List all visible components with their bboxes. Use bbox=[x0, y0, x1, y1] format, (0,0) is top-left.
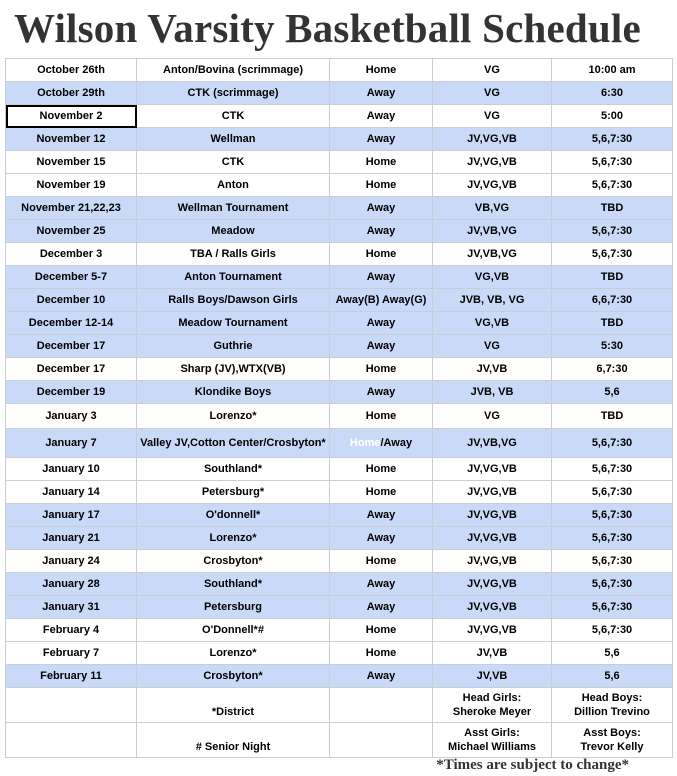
location-home-text: Home bbox=[349, 437, 381, 449]
teams-cell[interactable]: JV,VG,VB bbox=[433, 151, 552, 174]
time-cell[interactable]: 6:30 bbox=[552, 82, 673, 105]
opponent-cell[interactable]: Meadow bbox=[137, 220, 330, 243]
time-cell[interactable]: 5,6 bbox=[552, 381, 673, 404]
opponent-cell[interactable]: Guthrie bbox=[137, 335, 330, 358]
table-row bbox=[6, 550, 673, 573]
location-cell[interactable] bbox=[330, 429, 433, 458]
time-cell[interactable]: 5,6,7:30 bbox=[552, 550, 673, 573]
opponent-cell[interactable]: Southland* bbox=[137, 458, 330, 481]
asst-girls-name: Michael Williams bbox=[448, 741, 536, 753]
location-cell[interactable]: Away bbox=[330, 220, 433, 243]
asst-girls-title: Asst Girls: bbox=[464, 727, 520, 739]
teams-cell[interactable]: JVB, VB bbox=[433, 381, 552, 404]
date-cell[interactable]: October 29th bbox=[6, 82, 137, 105]
location-cell[interactable]: Away bbox=[330, 381, 433, 404]
table-row bbox=[6, 312, 673, 335]
opponent-cell[interactable]: Klondike Boys bbox=[137, 381, 330, 404]
time-cell[interactable]: 5,6,7:30 bbox=[552, 596, 673, 619]
opponent-cell[interactable]: Ralls Boys/Dawson Girls bbox=[137, 289, 330, 312]
time-cell[interactable]: TBD bbox=[552, 266, 673, 289]
time-cell[interactable]: 5,6,7:30 bbox=[552, 174, 673, 197]
table-row bbox=[6, 59, 673, 82]
teams-cell[interactable]: VG bbox=[433, 59, 552, 82]
table-row bbox=[6, 151, 673, 174]
location-cell[interactable]: Home bbox=[330, 481, 433, 504]
time-cell[interactable]: 5,6,7:30 bbox=[552, 458, 673, 481]
location-cell[interactable]: Home bbox=[330, 243, 433, 266]
table-row bbox=[6, 220, 673, 243]
time-cell[interactable]: 5,6,7:30 bbox=[552, 527, 673, 550]
teams-cell[interactable]: JV,VG,VB bbox=[433, 458, 552, 481]
opponent-cell[interactable]: O'donnell* bbox=[137, 504, 330, 527]
empty-cell[interactable] bbox=[6, 688, 137, 723]
opponent-cell[interactable]: Lorenzo* bbox=[137, 642, 330, 665]
district-legend[interactable]: *District bbox=[137, 688, 330, 723]
table-row bbox=[6, 596, 673, 619]
opponent-cell[interactable]: O'Donnell*# bbox=[137, 619, 330, 642]
location-cell[interactable]: Away bbox=[330, 128, 433, 151]
table-row bbox=[6, 128, 673, 151]
opponent-cell[interactable]: Petersburg* bbox=[137, 481, 330, 504]
asst-boys-coach-cell[interactable] bbox=[552, 723, 673, 758]
time-cell[interactable]: 5,6 bbox=[552, 642, 673, 665]
empty-cell[interactable] bbox=[330, 723, 433, 758]
date-cell[interactable]: January 3 bbox=[6, 404, 137, 429]
time-cell[interactable]: 5,6,7:30 bbox=[552, 573, 673, 596]
teams-cell[interactable]: VG bbox=[433, 105, 552, 128]
head-boys-name: Dillion Trevino bbox=[574, 706, 650, 718]
date-cell[interactable]: November 21,22,23 bbox=[6, 197, 137, 220]
empty-cell[interactable] bbox=[330, 688, 433, 723]
location-cell[interactable]: Away(B) Away(G) bbox=[330, 289, 433, 312]
date-cell[interactable]: February 4 bbox=[6, 619, 137, 642]
date-cell[interactable]: December 12-14 bbox=[6, 312, 137, 335]
teams-cell[interactable]: VB,VG bbox=[433, 197, 552, 220]
date-cell[interactable]: December 17 bbox=[6, 358, 137, 381]
opponent-cell[interactable]: CTK bbox=[137, 105, 330, 128]
date-cell[interactable]: October 26th bbox=[6, 59, 137, 82]
time-cell[interactable]: 5:30 bbox=[552, 335, 673, 358]
time-cell[interactable]: 5,6,7:30 bbox=[552, 619, 673, 642]
head-girls-title: Head Girls: bbox=[462, 692, 522, 704]
time-cell[interactable]: TBD bbox=[552, 312, 673, 335]
opponent-cell[interactable]: Crosbyton* bbox=[137, 665, 330, 688]
teams-cell[interactable]: VG bbox=[433, 335, 552, 358]
teams-cell[interactable]: JV,VG,VB bbox=[433, 596, 552, 619]
date-cell[interactable]: January 7 bbox=[6, 429, 137, 458]
time-cell[interactable]: 5,6,7:30 bbox=[552, 220, 673, 243]
opponent-cell[interactable]: Meadow Tournament bbox=[137, 312, 330, 335]
table-row bbox=[6, 289, 673, 312]
table-row bbox=[6, 504, 673, 527]
location-cell[interactable]: Away bbox=[330, 665, 433, 688]
location-cell[interactable]: Away bbox=[330, 82, 433, 105]
opponent-cell[interactable]: TBA / Ralls Girls bbox=[137, 243, 330, 266]
date-cell[interactable]: December 3 bbox=[6, 243, 137, 266]
opponent-cell[interactable]: CTK bbox=[137, 151, 330, 174]
teams-cell[interactable]: JV,VB bbox=[433, 642, 552, 665]
teams-cell[interactable]: JV,VG,VB bbox=[433, 174, 552, 197]
table-row bbox=[6, 243, 673, 266]
time-cell[interactable]: 5,6,7:30 bbox=[552, 151, 673, 174]
opponent-cell[interactable]: Sharp (JV),WTX(VB) bbox=[137, 358, 330, 381]
date-cell[interactable]: November 19 bbox=[6, 174, 137, 197]
date-cell[interactable]: November 15 bbox=[6, 151, 137, 174]
location-away-text: /Away bbox=[380, 437, 413, 449]
location-cell[interactable]: Home bbox=[330, 458, 433, 481]
opponent-cell[interactable]: Crosbyton* bbox=[137, 550, 330, 573]
table-row bbox=[6, 665, 673, 688]
opponent-cell[interactable]: Petersburg bbox=[137, 596, 330, 619]
location-cell[interactable]: Home bbox=[330, 404, 433, 429]
location-cell[interactable]: Away bbox=[330, 504, 433, 527]
asst-girls-coach-cell[interactable] bbox=[433, 723, 552, 758]
location-cell[interactable]: Home bbox=[330, 174, 433, 197]
opponent-cell[interactable]: CTK (scrimmage) bbox=[137, 82, 330, 105]
time-cell[interactable]: 5,6,7:30 bbox=[552, 128, 673, 151]
table-row bbox=[6, 481, 673, 504]
opponent-cell[interactable]: Valley JV,Cotton Center/Crosbyton* bbox=[137, 429, 330, 458]
opponent-cell[interactable]: Lorenzo* bbox=[137, 527, 330, 550]
teams-cell[interactable]: JV,VB,VG bbox=[433, 243, 552, 266]
date-cell[interactable]: November 25 bbox=[6, 220, 137, 243]
head-girls-coach-cell[interactable] bbox=[433, 688, 552, 723]
time-cell[interactable]: 6,7:30 bbox=[552, 358, 673, 381]
table-row bbox=[6, 619, 673, 642]
location-cell[interactable]: Home bbox=[330, 151, 433, 174]
teams-cell[interactable]: JV,VB bbox=[433, 665, 552, 688]
location-cell[interactable]: Away bbox=[330, 573, 433, 596]
time-cell[interactable]: 5,6,7:30 bbox=[552, 481, 673, 504]
date-cell[interactable]: February 7 bbox=[6, 642, 137, 665]
date-cell[interactable]: December 19 bbox=[6, 381, 137, 404]
table-row bbox=[6, 266, 673, 289]
date-cell[interactable]: January 14 bbox=[6, 481, 137, 504]
asst-boys-title: Asst Boys: bbox=[583, 727, 641, 739]
location-cell[interactable]: Home bbox=[330, 358, 433, 381]
teams-cell[interactable]: JV,VG,VB bbox=[433, 504, 552, 527]
location-cell[interactable]: Away bbox=[330, 105, 433, 128]
table-row bbox=[6, 358, 673, 381]
time-cell[interactable]: 5,6,7:30 bbox=[552, 243, 673, 266]
asst-boys-name: Trevor Kelly bbox=[580, 741, 644, 753]
table-row bbox=[6, 527, 673, 550]
time-cell[interactable]: TBD bbox=[552, 404, 673, 429]
location-cell[interactable]: Away bbox=[330, 312, 433, 335]
senior-night-legend[interactable]: # Senior Night bbox=[137, 723, 330, 758]
date-cell[interactable]: January 24 bbox=[6, 550, 137, 573]
teams-cell[interactable]: VG,VB bbox=[433, 312, 552, 335]
date-cell[interactable]: November 12 bbox=[6, 128, 137, 151]
head-boys-title: Head Boys: bbox=[581, 692, 643, 704]
table-row bbox=[6, 458, 673, 481]
teams-cell[interactable]: VG,VB bbox=[433, 266, 552, 289]
head-boys-coach-cell[interactable] bbox=[552, 688, 673, 723]
table-row bbox=[6, 688, 673, 723]
date-cell[interactable]: January 21 bbox=[6, 527, 137, 550]
time-cell[interactable]: TBD bbox=[552, 197, 673, 220]
time-cell[interactable]: 5,6 bbox=[552, 665, 673, 688]
teams-cell[interactable]: JV,VG,VB bbox=[433, 128, 552, 151]
location-cell[interactable]: Away bbox=[330, 197, 433, 220]
time-cell[interactable]: 6,6,7:30 bbox=[552, 289, 673, 312]
teams-cell[interactable]: JV,VG,VB bbox=[433, 573, 552, 596]
opponent-cell[interactable]: Anton Tournament bbox=[137, 266, 330, 289]
date-cell[interactable]: January 28 bbox=[6, 573, 137, 596]
opponent-cell[interactable]: Anton/Bovina (scrimmage) bbox=[137, 59, 330, 82]
table-row bbox=[6, 573, 673, 596]
date-cell[interactable]: January 10 bbox=[6, 458, 137, 481]
teams-cell[interactable]: JV,VG,VB bbox=[433, 481, 552, 504]
table-row bbox=[6, 429, 673, 458]
table-row bbox=[6, 723, 673, 758]
teams-cell[interactable]: JV,VB bbox=[433, 358, 552, 381]
date-cell[interactable]: December 17 bbox=[6, 335, 137, 358]
time-cell[interactable]: 10:00 am bbox=[552, 59, 673, 82]
location-cell[interactable]: Home bbox=[330, 59, 433, 82]
table-row bbox=[6, 404, 673, 429]
location-cell[interactable]: Home bbox=[330, 619, 433, 642]
teams-cell[interactable]: VG bbox=[433, 82, 552, 105]
teams-cell[interactable]: JV,VG,VB bbox=[433, 527, 552, 550]
selected-date-cell[interactable]: November 2 bbox=[6, 105, 137, 128]
opponent-cell[interactable]: Lorenzo* bbox=[137, 404, 330, 429]
table-row bbox=[6, 174, 673, 197]
time-cell[interactable]: 5:00 bbox=[552, 105, 673, 128]
date-cell[interactable]: December 10 bbox=[6, 289, 137, 312]
location-cell[interactable]: Home bbox=[330, 642, 433, 665]
table-row bbox=[6, 381, 673, 404]
teams-cell[interactable]: VG bbox=[433, 404, 552, 429]
teams-cell[interactable]: JV,VB,VG bbox=[433, 220, 552, 243]
opponent-cell[interactable]: Southland* bbox=[137, 573, 330, 596]
teams-cell[interactable]: JVB, VB, VG bbox=[433, 289, 552, 312]
location-cell[interactable]: Away bbox=[330, 527, 433, 550]
table-row bbox=[6, 335, 673, 358]
table-row bbox=[6, 82, 673, 105]
table-row bbox=[6, 197, 673, 220]
time-cell[interactable]: 5,6,7:30 bbox=[552, 504, 673, 527]
date-cell[interactable]: January 31 bbox=[6, 596, 137, 619]
head-girls-name: Sheroke Meyer bbox=[452, 706, 532, 718]
teams-cell[interactable]: JV,VG,VB bbox=[433, 619, 552, 642]
opponent-cell[interactable]: Anton bbox=[137, 174, 330, 197]
location-cell[interactable]: Away bbox=[330, 266, 433, 289]
date-cell[interactable]: January 17 bbox=[6, 504, 137, 527]
date-cell[interactable]: February 11 bbox=[6, 665, 137, 688]
empty-cell[interactable] bbox=[6, 723, 137, 758]
table-row bbox=[6, 105, 673, 128]
page-title: Wilson Varsity Basketball Schedule bbox=[14, 5, 641, 51]
location-cell[interactable]: Home bbox=[330, 550, 433, 573]
times-disclaimer: *Times are subject to change* bbox=[436, 757, 629, 773]
opponent-cell[interactable]: Wellman Tournament bbox=[137, 197, 330, 220]
schedule-table bbox=[5, 58, 673, 758]
teams-cell[interactable]: JV,VB,VG bbox=[433, 429, 552, 458]
table-row bbox=[6, 642, 673, 665]
teams-cell[interactable]: JV,VG,VB bbox=[433, 550, 552, 573]
location-cell[interactable]: Away bbox=[330, 335, 433, 358]
location-cell[interactable]: Away bbox=[330, 596, 433, 619]
time-cell[interactable]: 5,6,7:30 bbox=[552, 429, 673, 458]
opponent-cell[interactable]: Wellman bbox=[137, 128, 330, 151]
date-cell[interactable]: December 5-7 bbox=[6, 266, 137, 289]
